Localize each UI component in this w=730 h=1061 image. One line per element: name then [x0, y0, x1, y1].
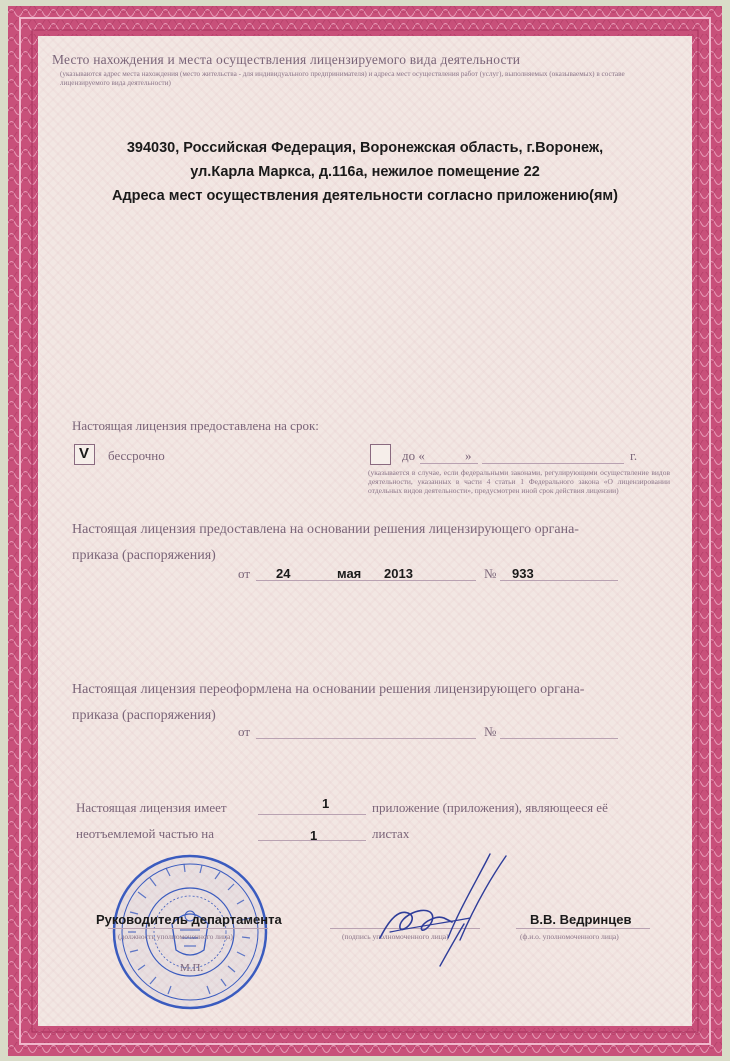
appendix-count-line — [258, 814, 366, 815]
address-line-3: Адреса мест осуществления деятельности согласно приложению(ям) — [112, 188, 618, 204]
reissued-date-line — [256, 738, 476, 739]
appendix-sheets: 1 — [310, 828, 318, 843]
reissued-line-2: приказа (распоряжения) — [72, 708, 216, 723]
appendix-count: 1 — [322, 796, 330, 811]
until-suffix: г. — [630, 448, 638, 463]
granted-month: мая — [337, 566, 362, 581]
signature-note: (подпись уполномоченного лица) — [342, 932, 449, 941]
section-note: (указываются адрес места нахождения (место жительства - для индивидуального предпринимателя) и адреса мест осуществления работ (услуг), выполняемых (оказываемых) в составе лицензируемого вида деятельности) — [60, 70, 625, 87]
name-line — [516, 928, 650, 929]
until-note: (указывается в случае, если федеральными законами, регулирующими осуществление видов деятельности, указанных в части 4 статьи 1 Федерального закона «О лицензировании отдельных видов деятельности», предусмотрен иной срок действия лицензии) — [368, 468, 670, 495]
name-note: (ф.и.о. уполномоченного лица) — [520, 932, 619, 941]
granted-day: 24 — [276, 566, 291, 581]
granted-number: 933 — [512, 566, 534, 581]
reissued-number-line — [500, 738, 618, 739]
check-mark: V — [79, 445, 90, 462]
position-line — [108, 928, 268, 929]
granted-from-label: от — [238, 566, 251, 581]
address-line-1: 394030, Российская Федерация, Воронежская область, г.Воронеж, — [126, 140, 604, 156]
position-note: (должность уполномоченного лица) — [118, 932, 233, 941]
appendix-part-label: неотъемлемой частью на — [76, 826, 215, 841]
section-title: Место нахождения и места осуществления лицензируемого вида деятельности — [52, 52, 521, 67]
granted-year: 2013 — [384, 566, 413, 581]
reissued-line-1: Настоящая лицензия переоформлена на основании решения лицензирующего органа- — [72, 682, 585, 697]
granted-line-2: приказа (распоряжения) — [72, 548, 216, 563]
appendix-label: приложение (приложения), являющееся её — [372, 800, 608, 815]
reissued-from-label: от — [238, 724, 251, 739]
address-line-2: ул.Карла Маркса, д.116а, нежилое помещение 22 — [190, 164, 540, 180]
granted-number-label: № — [484, 566, 497, 581]
seal-place-mark: М.П. — [180, 962, 204, 974]
granted-line-1: Настоящая лицензия предоставлена на основании решения лицензирующего органа- — [72, 522, 579, 537]
until-checkbox[interactable] — [370, 444, 391, 465]
term-label: Настоящая лицензия предоставлена на срок: — [72, 418, 319, 433]
unlimited-label: бессрочно — [108, 448, 165, 463]
appendix-sheets-label: листах — [372, 826, 410, 841]
unlimited-checkbox[interactable] — [74, 444, 95, 465]
until-prefix: до « — [402, 448, 425, 463]
appendix-has-label: Настоящая лицензия имеет — [76, 800, 227, 815]
reissued-number-label: № — [484, 724, 497, 739]
signatory-name: В.В. Ведринцев — [530, 912, 632, 927]
until-mid: » — [465, 448, 472, 463]
handwritten-signature — [360, 848, 520, 968]
until-date-line — [482, 463, 624, 464]
signatory-position: Руководитель департамента — [96, 912, 282, 927]
